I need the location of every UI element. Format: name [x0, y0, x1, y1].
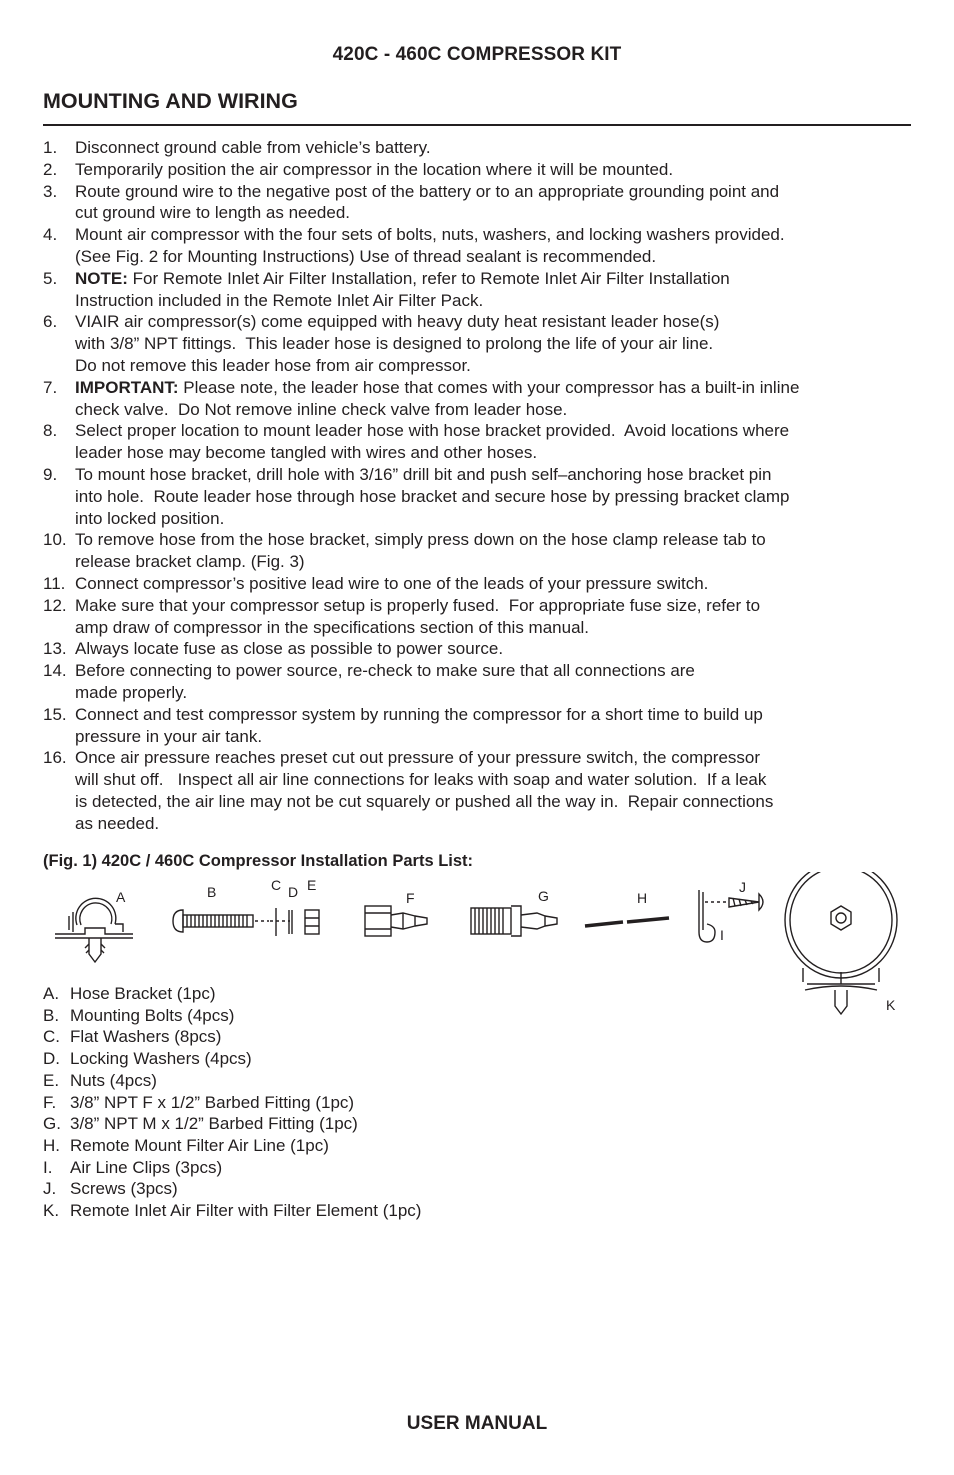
step-text: Select proper location to mount leader hose with hose bracket provided. Avoid locations where leader hose may become tangled with wires and other hoses.: [75, 421, 790, 463]
step-number: 4.: [43, 225, 58, 245]
parts-list-item: [43, 1135, 421, 1157]
figure-label-f: F: [406, 890, 415, 906]
part-key: K.: [43, 1201, 60, 1221]
step-text: Disconnect ground cable from vehicle’s battery.: [75, 138, 431, 157]
figure-label-e: E: [307, 877, 317, 893]
step-number: 9.: [43, 464, 58, 484]
part-description: 3/8” NPT F x 1/2” Barbed Fitting (1pc): [70, 1092, 355, 1112]
step-text: [75, 268, 730, 312]
remote-filter-illustration: [785, 872, 897, 1014]
part-description: Flat Washers (8pcs): [70, 1027, 222, 1047]
step-text: Temporarily position the air compressor in the location where it will be mounted.: [75, 159, 674, 179]
parts-list-item: [43, 1178, 421, 1200]
female-barbed-fitting-illustration: [365, 906, 427, 936]
instruction-step: [43, 595, 911, 639]
parts-list-item: [43, 1026, 421, 1048]
step-text: Connect and test compressor system by running the compressor for a short time to build up pressure in your air tank.: [75, 704, 763, 746]
instruction-step: [43, 137, 911, 159]
step-number: 3.: [43, 181, 58, 201]
instruction-step: [43, 181, 911, 225]
instruction-step: [43, 660, 911, 704]
step-text: Once air pressure reaches preset cut out pressure of your pressure switch, the compressor will shut off. Inspect all air line connections for leaks with soap and water solution. If a leak is detected, the air line may not be cut squarely or pushed all the way in. Repair connections as needed.: [75, 748, 774, 833]
part-key: E.: [43, 1070, 60, 1090]
part-key: I.: [43, 1157, 53, 1177]
parts-list-item: [43, 1070, 421, 1092]
step-number: 1.: [43, 138, 58, 157]
clip-screw-illustration: [699, 890, 763, 942]
part-key: J.: [43, 1179, 57, 1199]
step-text: Route ground wire to the negative post of the battery or to an appropriate grounding point and cut ground wire to length as needed.: [75, 181, 780, 223]
step-number: 10.: [43, 530, 67, 550]
instruction-list: [43, 137, 911, 835]
step-number: 5.: [43, 268, 58, 288]
step-number: 13.: [43, 639, 67, 659]
step-number: 2.: [43, 159, 58, 179]
step-text: Connect compressor’s positive lead wire to one of the leads of your pressure switch.: [75, 573, 709, 593]
part-key: F.: [43, 1092, 57, 1112]
washer-nut-illustration: [270, 908, 319, 936]
step-text: Before connecting to power source, re-check to make sure that all connections are made properly.: [75, 661, 695, 702]
step-number: 8.: [43, 421, 58, 441]
part-key: A.: [43, 984, 60, 1003]
figure-label-a: A: [116, 889, 126, 905]
instruction-step: [43, 747, 911, 834]
part-key: B.: [43, 1005, 60, 1025]
figure-caption: (Fig. 1) 420C / 460C Compressor Installation Parts List:: [43, 852, 474, 870]
instruction-step: [43, 420, 911, 464]
figure-label-k: K: [886, 997, 896, 1013]
step-number: 7.: [43, 377, 58, 397]
part-description: Nuts (4pcs): [70, 1070, 157, 1090]
step-text: To remove hose from the hose bracket, simply press down on the hose clamp release tab to release bracket clamp. (Fig. 3): [75, 530, 766, 572]
part-description: Remote Inlet Air Filter with Filter Element (1pc): [70, 1201, 422, 1221]
step-body: Please note, the leader hose that comes with your compressor has a built-in inline check valve. Do Not remove inline check valve from leader hose.: [75, 377, 800, 419]
step-lead-note: NOTE:: [75, 268, 128, 288]
step-text: Mount air compressor with the four sets of bolts, nuts, washers, and locking washers provided. (See Fig. 2 for Mounting Instructions) Use of thread sealant is recommended.: [75, 225, 785, 266]
parts-list-item: [43, 1113, 421, 1135]
part-description: Hose Bracket (1pc): [70, 984, 216, 1003]
instruction-step: [43, 638, 911, 660]
figure-label-c: C: [271, 877, 282, 893]
parts-list: [43, 983, 421, 1222]
instruction-step: [43, 573, 911, 595]
instruction-step: [43, 311, 911, 376]
step-number: 15.: [43, 704, 67, 724]
male-barbed-fitting-illustration: [471, 906, 557, 936]
parts-list-item: [43, 1005, 421, 1027]
step-number: 16.: [43, 748, 67, 768]
step-text: Make sure that your compressor setup is properly fused. For appropriate fuse size, refer to amp draw of compressor in the specifications section of this manual.: [75, 595, 761, 637]
instruction-step: [43, 159, 911, 181]
step-text: To mount hose bracket, drill hole with 3/16” drill bit and push self–anchoring hose bracket pin into hole. Route leader hose through hose bracket and secure hose by pressing bracket clamp into locked position.: [75, 464, 790, 528]
step-number: 11.: [43, 573, 66, 593]
part-description: Mounting Bolts (4pcs): [70, 1005, 235, 1025]
instruction-step: [43, 464, 911, 529]
parts-list-item: [43, 1092, 421, 1114]
part-description: Air Line Clips (3pcs): [70, 1157, 223, 1177]
part-key: C.: [43, 1027, 60, 1047]
part-description: Locking Washers (4pcs): [70, 1049, 252, 1069]
footer-title: USER MANUAL: [406, 1413, 548, 1434]
section-divider: [43, 124, 911, 126]
kit-title: 420C - 460C COMPRESSOR KIT: [332, 44, 622, 65]
figure-label-d: D: [288, 884, 299, 900]
figure-label-b: B: [207, 884, 217, 900]
step-number: 14.: [43, 661, 67, 681]
mounting-bolt-illustration: [173, 910, 269, 932]
instruction-step: [43, 224, 911, 268]
air-line-illustration: [585, 918, 669, 926]
figure-label-g: G: [538, 888, 549, 904]
step-text: [75, 377, 799, 421]
instruction-step: [43, 377, 911, 421]
instruction-step: [43, 704, 911, 748]
step-text: VIAIR air compressor(s) come equipped with heavy duty heat resistant leader hose(s) with 3/8” NPT fittings. This leader hose is designed to prolong the life of your air line. Do not remove this leader hose from air compressor.: [75, 312, 720, 375]
part-description: Screws (3pcs): [70, 1179, 178, 1199]
part-key: H.: [43, 1135, 60, 1155]
section-title: MOUNTING AND WIRING: [43, 89, 298, 113]
figure-label-i: I: [720, 927, 724, 943]
figure-label-h: H: [637, 890, 648, 906]
instruction-step: [43, 268, 911, 312]
part-key: D.: [43, 1049, 60, 1069]
step-body: For Remote Inlet Air Filter Installation, refer to Remote Inlet Air Filter Installation Instruction included in the Remote Inlet Air Filter Pack.: [75, 268, 730, 310]
part-description: Remote Mount Filter Air Line (1pc): [70, 1135, 329, 1155]
parts-list-item: [43, 1048, 421, 1070]
step-number: 6.: [43, 312, 58, 332]
parts-list-item: [43, 1157, 421, 1179]
parts-list-item: [43, 983, 421, 1005]
part-key: G.: [43, 1114, 61, 1134]
hose-bracket-illustration: [55, 898, 133, 962]
step-text: Always locate fuse as close as possible to power source.: [75, 639, 504, 659]
step-lead-important: IMPORTANT:: [75, 377, 179, 397]
parts-list-item: [43, 1200, 421, 1222]
part-description: 3/8” NPT M x 1/2” Barbed Fitting (1pc): [70, 1114, 358, 1134]
step-number: 12.: [43, 595, 67, 615]
instruction-step: [43, 529, 911, 573]
figure-label-j: J: [739, 879, 746, 895]
